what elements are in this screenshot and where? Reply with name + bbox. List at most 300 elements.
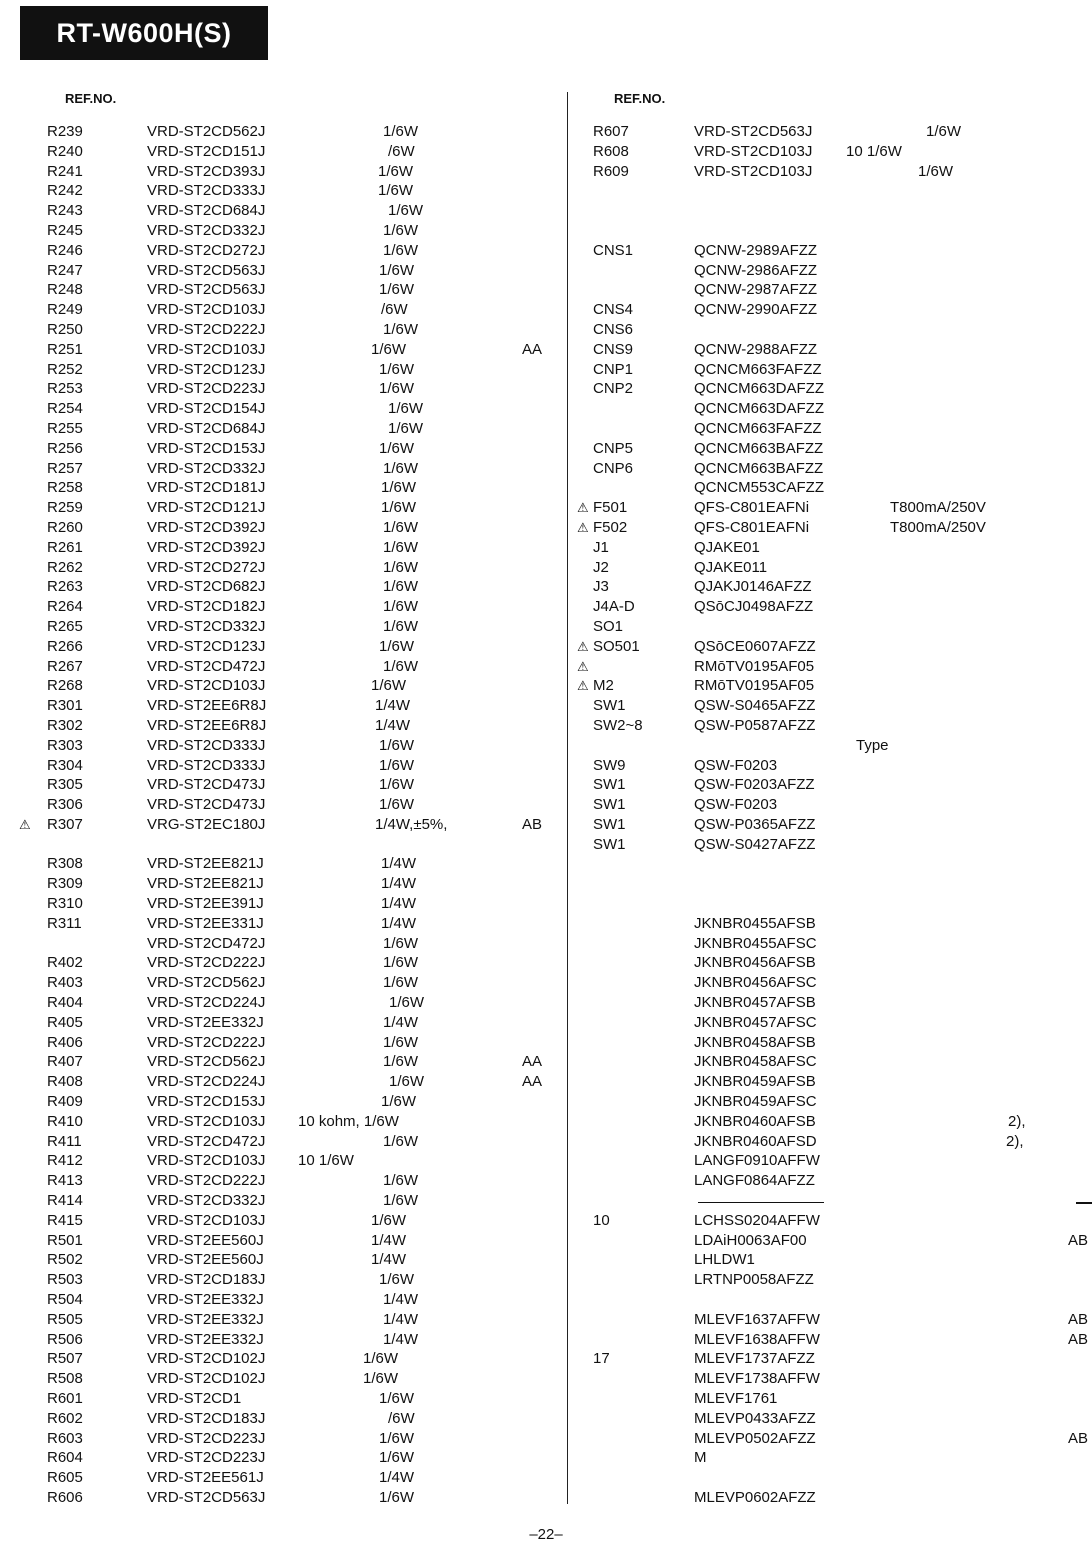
ref-no: R266 bbox=[47, 637, 83, 655]
part-row bbox=[0, 874, 567, 894]
ref-no: R406 bbox=[47, 1033, 83, 1051]
ref-no: F501 bbox=[593, 499, 628, 517]
ref-no: R260 bbox=[47, 518, 83, 536]
part-row bbox=[0, 716, 567, 736]
part-row bbox=[568, 775, 1092, 795]
ref-no: R249 bbox=[47, 301, 83, 319]
part-value: 10 1/6W bbox=[298, 1152, 354, 1170]
part-value: 1/4W bbox=[375, 716, 411, 734]
part-number: QCNCM663FAFZZ bbox=[694, 419, 822, 437]
part-number: VRG-ST2EC180J bbox=[147, 815, 266, 833]
part-row bbox=[0, 1389, 567, 1409]
part-number: VRD-ST2CD183J bbox=[147, 1271, 266, 1289]
part-number: QSW-F0203AFZZ bbox=[694, 776, 815, 794]
part-row bbox=[0, 657, 567, 677]
ref-no: R250 bbox=[47, 320, 83, 338]
part-value: /6W bbox=[388, 1409, 415, 1427]
part-number: VRD-ST2CD562J bbox=[147, 1053, 266, 1071]
part-row bbox=[568, 162, 1092, 182]
part-number: JKNBR0455AFSB bbox=[694, 914, 816, 932]
part-row bbox=[0, 1052, 567, 1072]
part-row bbox=[568, 340, 1092, 360]
part-row bbox=[0, 1270, 567, 1290]
part-row bbox=[568, 1191, 1092, 1211]
part-number: VRD-ST2CD153J bbox=[147, 439, 266, 457]
part-number: VRD-ST2CD123J bbox=[147, 637, 266, 655]
part-number: VRD-ST2EE6R8J bbox=[147, 716, 267, 734]
part-value: 1/6W bbox=[918, 162, 954, 180]
part-value: 1/6W bbox=[926, 123, 962, 140]
ref-no: R504 bbox=[47, 1291, 83, 1309]
ref-no: R258 bbox=[47, 479, 83, 497]
part-row bbox=[0, 676, 567, 696]
part-row bbox=[0, 241, 567, 261]
part-value: 1/6W bbox=[379, 261, 415, 279]
ref-no: R412 bbox=[47, 1152, 83, 1170]
edge-dash bbox=[1076, 1202, 1092, 1204]
part-number: VRD-ST2CD224J bbox=[147, 994, 266, 1012]
part-row bbox=[0, 201, 567, 221]
ref-no: CNS9 bbox=[593, 340, 634, 358]
part-row bbox=[568, 201, 1092, 221]
part-value: 1/6W bbox=[379, 360, 415, 378]
part-number: QSW-P0365AFZZ bbox=[694, 815, 816, 833]
part-number: VRD-ST2CD103J bbox=[147, 1211, 266, 1229]
part-value: 1/4W bbox=[383, 1013, 419, 1031]
ref-no: R605 bbox=[47, 1469, 83, 1487]
part-number: VRD-ST2CD562J bbox=[147, 974, 266, 992]
ref-no: R256 bbox=[47, 439, 83, 457]
part-row bbox=[568, 1132, 1092, 1152]
ref-no: R265 bbox=[47, 617, 83, 635]
part-number: JKNBR0455AFSC bbox=[694, 934, 817, 952]
part-number: VRD-ST2CD562J bbox=[147, 123, 266, 140]
part-row bbox=[0, 340, 567, 360]
part-row bbox=[0, 597, 567, 617]
ref-no: R311 bbox=[47, 914, 82, 932]
ref-no: R304 bbox=[47, 756, 83, 774]
ref-no: R405 bbox=[47, 1013, 83, 1031]
part-row bbox=[0, 1290, 567, 1310]
part-number: RMōTV0195AF05 bbox=[694, 657, 815, 675]
part-row bbox=[568, 914, 1092, 934]
part-number: JKNBR0458AFSB bbox=[694, 1033, 816, 1051]
warning-icon: ⚠ bbox=[577, 678, 589, 694]
part-value: 1/6W bbox=[379, 1390, 415, 1407]
price-code: AB bbox=[1068, 1330, 1089, 1348]
ref-no: R240 bbox=[47, 142, 83, 160]
ref-no-header-left: REF.NO. bbox=[65, 91, 117, 106]
part-row bbox=[568, 518, 1092, 538]
price-code: AA bbox=[522, 340, 543, 358]
part-value: 1/6W bbox=[378, 162, 414, 180]
part-number: VRD-ST2CD332J bbox=[147, 459, 266, 477]
part-value: 1/6W bbox=[371, 677, 407, 695]
part-row bbox=[568, 241, 1092, 261]
part-value: 1/6W bbox=[379, 1429, 415, 1447]
part-row bbox=[0, 795, 567, 815]
part-row bbox=[0, 280, 567, 300]
part-number: QCNCM663DAFZZ bbox=[694, 400, 825, 418]
ref-no: J4A-D bbox=[593, 598, 635, 616]
part-row bbox=[568, 439, 1092, 459]
part-value: 1/6W bbox=[371, 340, 407, 358]
ref-no: 10 bbox=[593, 1211, 610, 1229]
part-value: 1/6W bbox=[383, 1172, 419, 1190]
part-number: VRD-ST2CD332J bbox=[147, 221, 266, 239]
ref-no: R506 bbox=[47, 1330, 83, 1348]
ref-no: R241 bbox=[47, 162, 83, 180]
part-number: JKNBR0456AFSB bbox=[694, 954, 816, 972]
ref-no: R257 bbox=[47, 459, 83, 477]
part-number: VRD-ST2CD222J bbox=[147, 954, 266, 972]
part-number: VRD-ST2CD223J bbox=[147, 380, 266, 398]
part-row bbox=[568, 478, 1092, 498]
part-row bbox=[0, 1151, 567, 1171]
part-value: T800mA/250V bbox=[890, 518, 986, 536]
part-number: VRD-ST2CD332J bbox=[147, 1192, 266, 1210]
page-number: –22– bbox=[529, 1526, 563, 1543]
part-number: VRD-ST2CD102J bbox=[147, 1370, 266, 1388]
ref-no: CNS6 bbox=[593, 320, 634, 338]
part-value: 1/6W bbox=[383, 954, 419, 972]
part-row bbox=[0, 498, 567, 518]
part-row bbox=[568, 1072, 1092, 1092]
part-number: VRD-ST2EE821J bbox=[147, 855, 264, 873]
part-row bbox=[568, 696, 1092, 716]
ref-no: R601 bbox=[47, 1390, 83, 1407]
part-number: VRD-ST2EE561J bbox=[147, 1469, 264, 1487]
part-number: QJAKJ0146AFZZ bbox=[694, 578, 812, 596]
part-row bbox=[568, 360, 1092, 380]
part-row bbox=[0, 1072, 567, 1092]
ref-no: R252 bbox=[47, 360, 83, 378]
part-row bbox=[0, 379, 567, 399]
model-title: RT-W600H(S) bbox=[20, 6, 268, 60]
part-number: MLEVF1638AFFW bbox=[694, 1330, 820, 1348]
part-value: 1/6W bbox=[379, 1449, 415, 1467]
part-number: VRD-ST2CD181J bbox=[147, 479, 266, 497]
part-row bbox=[0, 577, 567, 597]
part-number: VRD-ST2CD272J bbox=[147, 558, 266, 576]
part-row bbox=[568, 300, 1092, 320]
ref-no: CNS1 bbox=[593, 241, 634, 259]
part-row bbox=[0, 360, 567, 380]
part-value: /6W bbox=[381, 301, 408, 319]
ref-no: R264 bbox=[47, 598, 83, 616]
part-number: VRD-ST2CD224J bbox=[147, 1073, 266, 1091]
ref-no: SO501 bbox=[593, 637, 640, 655]
part-value: 1/6W bbox=[383, 1132, 419, 1150]
part-number: VRD-ST2CD183J bbox=[147, 1409, 266, 1427]
part-number: LANGF0864AFZZ bbox=[694, 1172, 815, 1190]
part-value: 2), bbox=[1008, 1112, 1026, 1130]
part-row bbox=[0, 775, 567, 795]
part-row bbox=[0, 419, 567, 439]
part-value: 1/6W bbox=[379, 439, 415, 457]
ref-no: M2 bbox=[593, 677, 614, 695]
part-value: 1/6W bbox=[383, 123, 419, 140]
part-number: VRD-ST2CD392J bbox=[147, 518, 266, 536]
part-number: LHLDW1 bbox=[694, 1251, 755, 1269]
ref-no: R606 bbox=[47, 1488, 83, 1506]
ref-no: R404 bbox=[47, 994, 83, 1012]
part-row bbox=[568, 953, 1092, 973]
part-number: VRD-ST2EE821J bbox=[147, 875, 264, 893]
ref-no: R305 bbox=[47, 776, 83, 794]
part-row bbox=[0, 934, 567, 954]
part-number: VRD-ST2CD103J bbox=[147, 677, 266, 695]
part-row bbox=[568, 261, 1092, 281]
part-value: 1/6W bbox=[383, 1053, 419, 1071]
part-row bbox=[568, 1052, 1092, 1072]
part-row bbox=[0, 993, 567, 1013]
part-number: LCHSS0204AFFW bbox=[694, 1211, 820, 1229]
part-number: VRD-ST2CD563J bbox=[147, 281, 266, 299]
part-row bbox=[568, 973, 1092, 993]
part-value: 1/6W bbox=[383, 241, 419, 259]
ref-no: CNS4 bbox=[593, 301, 634, 319]
part-row bbox=[568, 1151, 1092, 1171]
part-value: 1/6W bbox=[379, 756, 415, 774]
part-number: VRD-ST2CD103J bbox=[694, 162, 813, 180]
ref-no: 17 bbox=[593, 1350, 610, 1368]
part-row bbox=[0, 459, 567, 479]
ref-no: R262 bbox=[47, 558, 83, 576]
part-row bbox=[568, 854, 1092, 874]
part-row bbox=[0, 518, 567, 538]
part-number: VRD-ST2CD182J bbox=[147, 598, 266, 616]
part-row bbox=[0, 835, 567, 855]
part-value: 1/4W bbox=[383, 1330, 419, 1348]
part-row bbox=[568, 1389, 1092, 1409]
part-number: VRD-ST2EE6R8J bbox=[147, 697, 267, 715]
part-row bbox=[568, 399, 1092, 419]
part-value: 1/6W bbox=[371, 1211, 407, 1229]
ref-no: R251 bbox=[47, 340, 83, 358]
part-number: VRD-ST2CD684J bbox=[147, 202, 266, 220]
part-value: 1/6W bbox=[383, 320, 419, 338]
ref-no: R403 bbox=[47, 974, 83, 992]
part-row bbox=[568, 756, 1092, 776]
part-number: VRD-ST2CD1 bbox=[147, 1390, 242, 1407]
ref-no: R268 bbox=[47, 677, 83, 695]
ref-no: R301 bbox=[47, 697, 83, 715]
ref-no: R501 bbox=[47, 1231, 83, 1249]
part-number: VRD-ST2CD472J bbox=[147, 1132, 266, 1150]
part-number: VRD-ST2CD103J bbox=[694, 142, 813, 160]
part-value: 1/6W bbox=[389, 994, 425, 1012]
ref-no: R309 bbox=[47, 875, 83, 893]
part-number: QCNCM663FAFZZ bbox=[694, 360, 822, 378]
ref-no: R263 bbox=[47, 578, 83, 596]
part-number: VRD-ST2CD222J bbox=[147, 1033, 266, 1051]
part-value: 1/6W bbox=[383, 459, 419, 477]
part-value: 1/4W bbox=[383, 1291, 419, 1309]
part-row bbox=[0, 914, 567, 934]
parts-list-left bbox=[0, 122, 567, 1508]
part-row bbox=[0, 320, 567, 340]
part-row bbox=[0, 696, 567, 716]
part-row bbox=[0, 854, 567, 874]
part-row bbox=[568, 1409, 1092, 1429]
part-row bbox=[0, 637, 567, 657]
ref-no: R408 bbox=[47, 1073, 83, 1091]
ref-no: J2 bbox=[593, 558, 609, 576]
part-value: 1/4W bbox=[371, 1231, 407, 1249]
ref-no: R259 bbox=[47, 499, 83, 517]
part-row bbox=[568, 498, 1092, 518]
part-number: VRD-ST2CD333J bbox=[147, 182, 266, 200]
ref-no: CNP2 bbox=[593, 380, 634, 398]
ref-no: SW1 bbox=[593, 815, 626, 833]
part-value: 1/6W bbox=[388, 419, 424, 437]
part-row bbox=[568, 1349, 1092, 1369]
part-number: VRD-ST2CD563J bbox=[694, 123, 813, 140]
part-row bbox=[568, 894, 1092, 914]
part-value: 1/4W bbox=[379, 1469, 415, 1487]
ref-no: CNP6 bbox=[593, 459, 634, 477]
part-number: QCNCM663BAFZZ bbox=[694, 459, 824, 477]
part-value: 1/4W bbox=[381, 855, 417, 873]
part-number: M bbox=[694, 1449, 707, 1467]
part-row bbox=[568, 558, 1092, 578]
part-row bbox=[0, 1310, 567, 1330]
price-code: AB bbox=[1068, 1310, 1089, 1328]
part-row bbox=[568, 280, 1092, 300]
part-value: 10 1/6W bbox=[846, 142, 902, 160]
part-number: JKNBR0458AFSC bbox=[694, 1053, 817, 1071]
part-value: 1/6W bbox=[383, 598, 419, 616]
part-row bbox=[0, 1171, 567, 1191]
part-value: 1/6W bbox=[381, 479, 417, 497]
part-value: 2), bbox=[1006, 1132, 1024, 1150]
part-row bbox=[568, 320, 1092, 340]
part-value: 1/4W bbox=[381, 875, 417, 893]
part-number: VRD-ST2CD153J bbox=[147, 1093, 266, 1111]
part-value: 1/4W,±5%, bbox=[375, 815, 448, 833]
part-value: 1/6W bbox=[378, 182, 414, 200]
part-number: VRD-ST2CD223J bbox=[147, 1449, 266, 1467]
part-value: 1/6W bbox=[383, 934, 419, 952]
warning-icon: ⚠ bbox=[19, 816, 31, 832]
part-number: QSW-F0203 bbox=[694, 796, 778, 814]
ref-no: J1 bbox=[593, 538, 609, 556]
part-number: VRD-ST2CD123J bbox=[147, 360, 266, 378]
part-row bbox=[0, 1211, 567, 1231]
part-number: VRD-ST2EE332J bbox=[147, 1013, 264, 1031]
part-value: 1/6W bbox=[383, 1033, 419, 1051]
part-row bbox=[568, 1429, 1092, 1449]
part-row bbox=[0, 122, 567, 142]
ref-no: R247 bbox=[47, 261, 83, 279]
ref-no: R607 bbox=[593, 123, 629, 140]
part-number: JKNBR0459AFSB bbox=[694, 1073, 816, 1091]
part-row bbox=[0, 1092, 567, 1112]
part-number: VRD-ST2CD103J bbox=[147, 1152, 266, 1170]
part-row bbox=[568, 1231, 1092, 1251]
part-number: JKNBR0460AFSB bbox=[694, 1112, 816, 1130]
warning-icon: ⚠ bbox=[577, 519, 589, 535]
ref-no: R243 bbox=[47, 202, 83, 220]
part-row bbox=[0, 1250, 567, 1270]
part-row bbox=[568, 1369, 1092, 1389]
part-row bbox=[568, 221, 1092, 241]
part-number: LDAiH0063AF00 bbox=[694, 1231, 807, 1249]
part-row bbox=[568, 1033, 1092, 1053]
part-row bbox=[0, 1033, 567, 1053]
part-number: MLEVP0502AFZZ bbox=[694, 1429, 816, 1447]
part-number: QSōCE0607AFZZ bbox=[694, 637, 816, 655]
part-row bbox=[0, 478, 567, 498]
part-value: /6W bbox=[388, 142, 415, 160]
ref-no: R508 bbox=[47, 1370, 83, 1388]
part-row bbox=[0, 221, 567, 241]
part-value: 1/6W bbox=[379, 796, 415, 814]
ref-no-header-right: REF.NO. bbox=[614, 91, 666, 106]
part-value: 1/6W bbox=[383, 578, 419, 596]
part-row bbox=[0, 1429, 567, 1449]
ref-no: R507 bbox=[47, 1350, 83, 1368]
price-code: AB bbox=[1068, 1429, 1089, 1447]
ref-no: R255 bbox=[47, 419, 83, 437]
part-row bbox=[568, 181, 1092, 201]
part-row bbox=[0, 1488, 567, 1508]
part-row bbox=[568, 419, 1092, 439]
part-number: QSW-P0587AFZZ bbox=[694, 716, 816, 734]
part-value: 1/6W bbox=[379, 1271, 415, 1289]
part-number: QSW-S0427AFZZ bbox=[694, 835, 816, 853]
part-number: VRD-ST2CD684J bbox=[147, 419, 266, 437]
ref-no: SO1 bbox=[593, 617, 624, 635]
part-number: LANGF0910AFFW bbox=[694, 1152, 820, 1170]
ref-no: SW1 bbox=[593, 796, 626, 814]
part-row bbox=[568, 1468, 1092, 1488]
ref-no: R246 bbox=[47, 241, 83, 259]
ref-no: SW2~8 bbox=[593, 716, 643, 734]
part-value: 1/6W bbox=[383, 518, 419, 536]
part-row bbox=[0, 953, 567, 973]
part-row bbox=[0, 142, 567, 162]
ref-no: R609 bbox=[593, 162, 629, 180]
ref-no: R303 bbox=[47, 736, 83, 754]
ref-no: R245 bbox=[47, 221, 83, 239]
part-value: 1/6W bbox=[383, 617, 419, 635]
part-row bbox=[0, 300, 567, 320]
part-row bbox=[0, 1468, 567, 1488]
part-number: QCNW-2988AFZZ bbox=[694, 340, 818, 358]
part-row bbox=[0, 1369, 567, 1389]
ref-no: J3 bbox=[593, 578, 609, 596]
part-row bbox=[568, 676, 1092, 696]
part-number: MLEVF1737AFZZ bbox=[694, 1350, 815, 1368]
part-row bbox=[568, 657, 1092, 677]
part-row bbox=[568, 716, 1092, 736]
part-value: T800mA/250V bbox=[890, 499, 986, 517]
part-row bbox=[0, 756, 567, 776]
ref-no: R239 bbox=[47, 123, 83, 140]
part-number: VRD-ST2EE391J bbox=[147, 895, 264, 913]
part-number: VRD-ST2CD272J bbox=[147, 241, 266, 259]
part-number: QSW-S0465AFZZ bbox=[694, 697, 816, 715]
part-row bbox=[568, 1310, 1092, 1330]
part-number: VRD-ST2CD333J bbox=[147, 756, 266, 774]
part-value: 10 kohm, 1/6W bbox=[298, 1112, 399, 1130]
part-number: VRD-ST2EE560J bbox=[147, 1251, 264, 1269]
ref-no: R415 bbox=[47, 1211, 83, 1229]
ref-no: R302 bbox=[47, 716, 83, 734]
part-row bbox=[568, 142, 1092, 162]
